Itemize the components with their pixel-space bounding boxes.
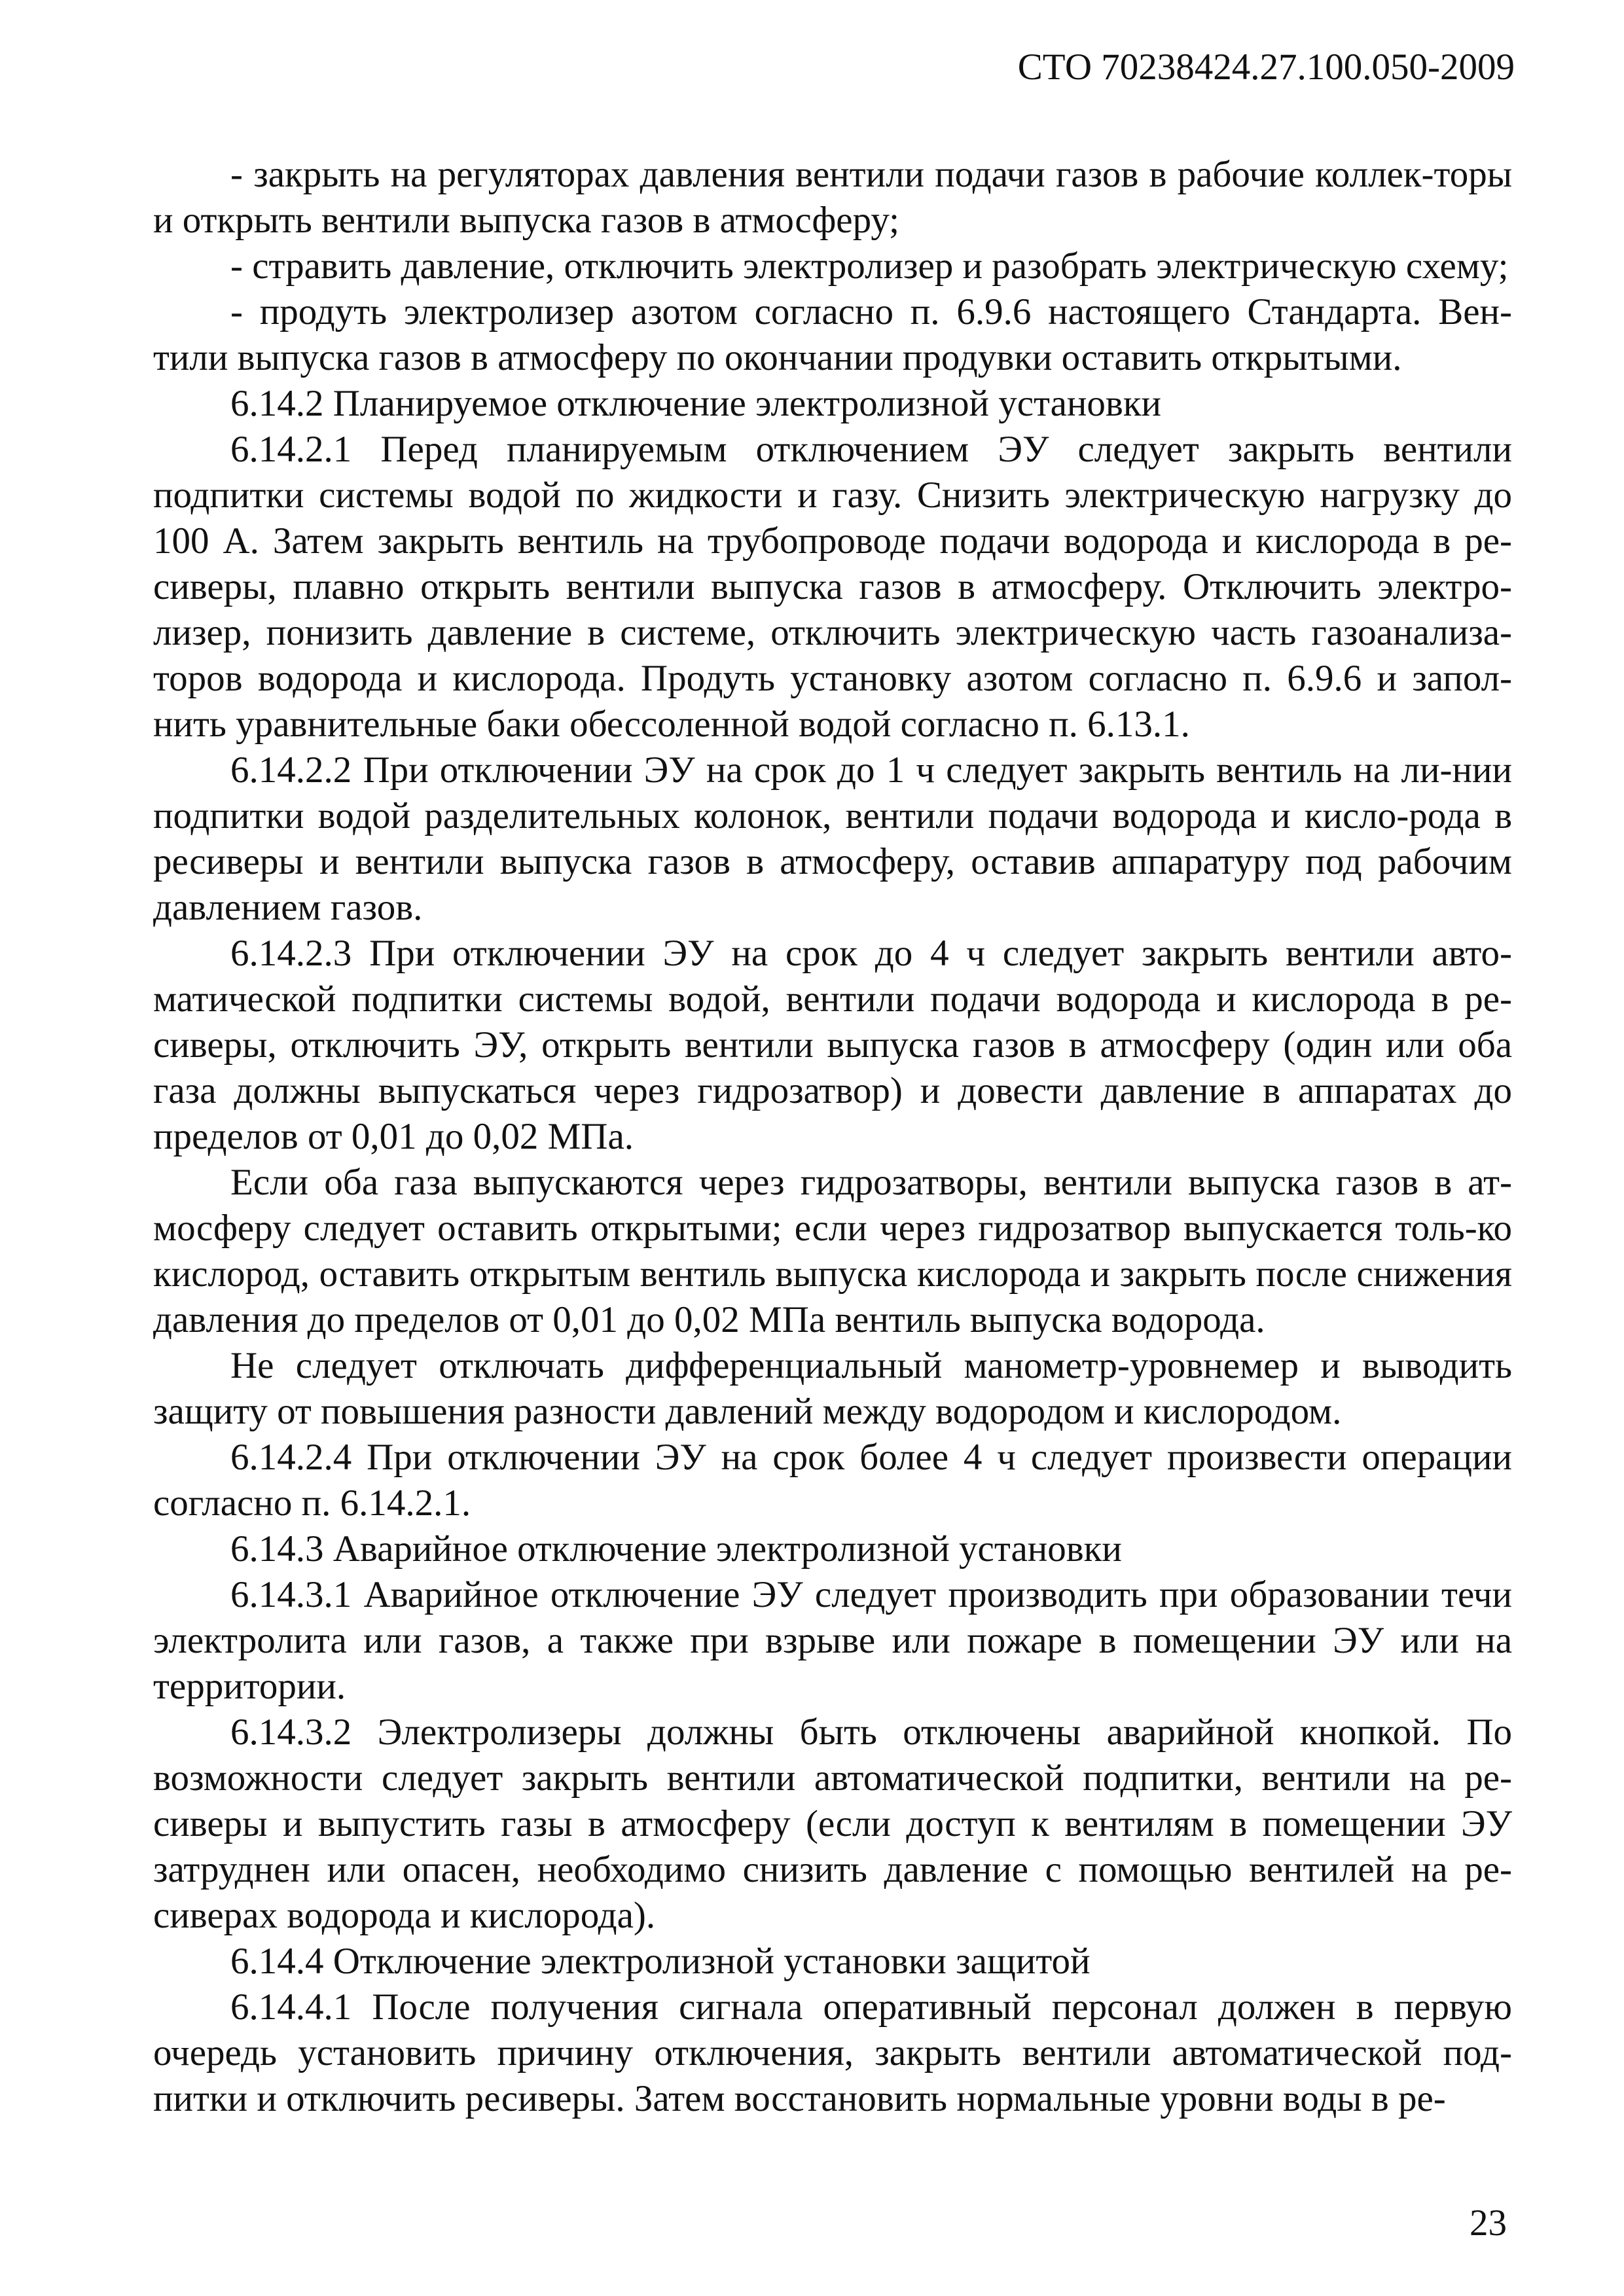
section-heading-6-14-2: 6.14.2 Планируемое отключение электролизной установки: [230, 383, 1162, 424]
document-body: [153, 152, 1512, 2122]
clause-6-14-3-2: 6.14.3.2 Электролизеры должны быть отключены аварийной кнопкой. По возможности следует закрыть вентили автоматической подпитки, вентили на ре-сиверы и выпустить газы в атмосферу (если доступ к вентилям в помещении ЭУ затруднен или опасен, необходимо снизить давление с помощью вентилей на ре-сиверах водорода и кислорода).: [153, 1712, 1512, 1936]
clause-6-14-4-1: 6.14.4.1 После получения сигнала оперативный персонал должен в первую очередь установить причину отключения, закрыть вентили автоматической под-питки и отключить ресиверы. Затем восстановить нормальные уровни воды в ре-: [153, 1986, 1512, 2119]
clause-6-14-2-4: 6.14.2.4 При отключении ЭУ на срок более 4 ч следует произвести операции согласно п. 6.14.2.1.: [153, 1437, 1512, 1524]
paragraph-differential-manometer: Не следует отключать дифференциальный манометр-уровнемер и выводить защиту от повышения разности давлений между водородом и кислородом.: [153, 1345, 1512, 1432]
document-code: СТО 70238424.27.100.050-2009: [1017, 46, 1515, 88]
clause-6-14-3-1: 6.14.3.1 Аварийное отключение ЭУ следует производить при образовании течи электролита или газов, а также при взрыве или пожаре в помещении ЭУ или на территории.: [153, 1574, 1512, 1707]
page-number: 23: [1470, 2202, 1507, 2244]
clause-6-14-2-1: 6.14.2.1 Перед планируемым отключением ЭУ следует закрыть вентили подпитки системы водой по жидкости и газу. Снизить электрическую нагрузку до 100 А. Затем закрыть вентиль на трубопроводе подачи водорода и кислорода в ре-сиверы, плавно открыть вентили выпуска газов в атмосферу. Отключить электро-лизер, понизить давление в системе, отключить электрическую часть газоанализа-торов водорода и кислорода. Продуть установку азотом согласно п. 6.9.6 и запол-нить уравнительные баки обессоленной водой согласно п. 6.13.1.: [153, 429, 1512, 745]
clause-6-14-2-2: 6.14.2.2 При отключении ЭУ на срок до 1 ч следует закрыть вентиль на ли-нии подпитки водой разделительных колонок, вентили подачи водорода и кисло-рода в ресиверы и вентили выпуска газов в атмосферу, оставив аппаратуру под рабочим давлением газов.: [153, 749, 1512, 928]
section-heading-6-14-4: 6.14.4 Отключение электролизной установки защитой: [230, 1941, 1091, 1982]
paragraph-close-regulator-valves: - закрыть на регуляторах давления вентили подачи газов в рабочие коллек-торы и открыть вентили выпуска газов в атмосферу;: [153, 154, 1512, 241]
paragraph-release-pressure: - стравить давление, отключить электролизер и разобрать электрическую схему;: [230, 245, 1509, 287]
paragraph-hydro-locks: Если оба газа выпускаются через гидрозатворы, вентили выпуска газов в ат-мосферу следует оставить открытыми; если через гидрозатвор выпускается толь-ко кислород, оставить открытым вентиль выпуска кислорода и закрыть после снижения давления до пределов от 0,01 до 0,02 МПа вентиль выпуска водорода.: [153, 1162, 1512, 1340]
section-heading-6-14-3: 6.14.3 Аварийное отключение электролизной установки: [230, 1528, 1122, 1570]
paragraph-nitrogen-purge: - продуть электролизер азотом согласно п. 6.9.6 настоящего Стандарта. Вен-тили выпуска газов в атмосферу по окончании продувки оставить открытыми.: [153, 291, 1512, 378]
clause-6-14-2-3: 6.14.2.3 При отключении ЭУ на срок до 4 ч следует закрыть вентили авто-матической подпитки системы водой, вентили подачи водорода и кислорода в ре-сиверы, отключить ЭУ, открыть вентили выпуска газов в атмосферу (один или оба газа должны выпускаться через гидрозатвор) и довести давление в аппаратах до пределов от 0,01 до 0,02 МПа.: [153, 933, 1512, 1157]
